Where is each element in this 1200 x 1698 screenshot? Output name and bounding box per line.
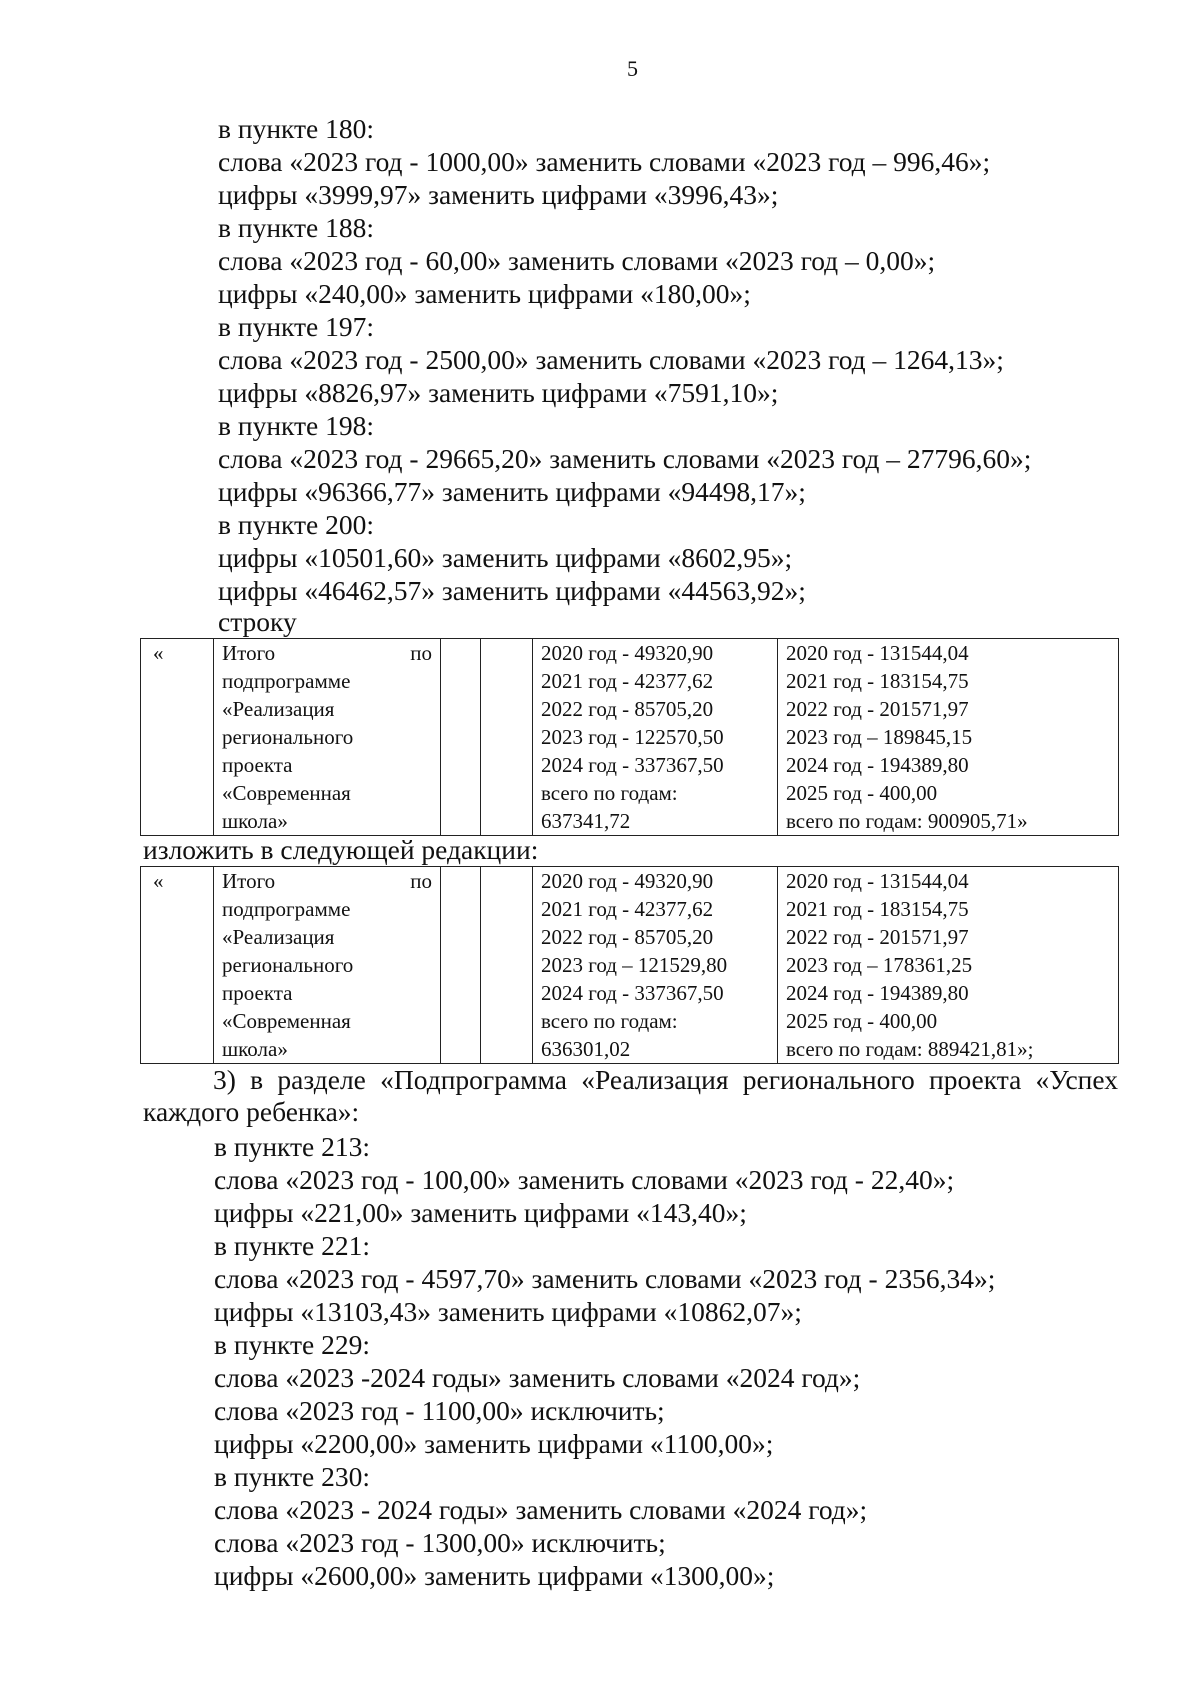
text-line: в пункте 188:	[218, 212, 375, 243]
text-line: слова «2023 - 2024 годы» заменить словами «2024 год»;	[214, 1494, 868, 1525]
text-line: цифры «2200,00» заменить цифрами «1100,00»;	[214, 1428, 774, 1459]
table-row	[141, 867, 1119, 1064]
text-line: в пункте 229:	[214, 1329, 371, 1360]
transition-line: изложить в следующей редакции:	[143, 834, 539, 865]
text-line: в пункте 198:	[218, 410, 375, 441]
empty-cell	[481, 639, 533, 836]
text-line: в пункте 221:	[214, 1230, 371, 1261]
text-line: в пункте 213:	[214, 1131, 371, 1162]
text-line: в пункте 197:	[218, 311, 375, 342]
text-line: цифры «96366,77» заменить цифрами «94498,17»;	[218, 476, 806, 507]
text-line: цифры «221,00» заменить цифрами «143,40»;	[214, 1197, 747, 1228]
text-line: цифры «13103,43» заменить цифрами «10862,07»;	[214, 1296, 802, 1327]
funding-cell-b: 2020 год - 131544,04 2021 год - 183154,75 2022 год - 201571,97 2023 год – 189845,15 2024 год - 194389,80 2025 год - 400,00 всего по годам: 900905,71»	[778, 639, 1119, 836]
text-line: слова «2023 год - 1100,00» исключить;	[214, 1395, 665, 1426]
paragraph-line: каждого ребенка»:	[143, 1096, 360, 1127]
paragraph-line: 3) в разделе «Подпрограмма «Реализация регионального проекта «Успех	[213, 1064, 1118, 1095]
text-line: цифры «240,00» заменить цифрами «180,00»;	[218, 278, 751, 309]
text-line: слова «2023 год - 2500,00» заменить словами «2023 год – 1264,13»;	[218, 344, 1004, 375]
funding-cell-b: 2020 год - 131544,04 2021 год - 183154,75 2022 год - 201571,97 2023 год – 178361,25 2024 год - 194389,80 2025 год - 400,00 всего по годам: 889421,81»;	[778, 867, 1119, 1064]
old-table-row	[140, 638, 1119, 836]
table-row	[141, 639, 1119, 836]
name-cell: Итого по подпрограмме «Реализация регионального проекта «Современная школа»	[214, 867, 441, 1064]
text-line: слова «2023 год - 60,00» заменить словами «2023 год – 0,00»;	[218, 245, 936, 276]
text-line: цифры «46462,57» заменить цифрами «44563,92»;	[218, 575, 806, 606]
text-line: строку	[218, 606, 297, 637]
funding-cell-a: 2020 год - 49320,90 2021 год - 42377,62 2022 год - 85705,20 2023 год - 122570,50 2024 год - 337367,50 всего по годам: 637341,72	[533, 639, 778, 836]
text-line: цифры «8826,97» заменить цифрами «7591,10»;	[218, 377, 779, 408]
quote-cell: «	[141, 639, 214, 836]
section-paragraph	[143, 1064, 1118, 1128]
text-line: в пункте 230:	[214, 1461, 371, 1492]
funding-cell-a: 2020 год - 49320,90 2021 год - 42377,62 2022 год - 85705,20 2023 год – 121529,80 2024 год - 337367,50 всего по годам: 636301,02	[533, 867, 778, 1064]
text-line: в пункте 200:	[218, 509, 375, 540]
text-line: цифры «3999,97» заменить цифрами «3996,43»;	[218, 179, 779, 210]
text-line: слова «2023 год - 1300,00» исключить;	[214, 1527, 666, 1558]
text-line: цифры «10501,60» заменить цифрами «8602,95»;	[218, 542, 793, 573]
text-line: слова «2023 год - 4597,70» заменить словами «2023 год - 2356,34»;	[214, 1263, 996, 1294]
text-line: в пункте 180:	[218, 113, 375, 144]
empty-cell	[441, 867, 481, 1064]
text-line: слова «2023 год - 1000,00» заменить словами «2023 год – 996,46»;	[218, 146, 991, 177]
page-number: 5	[627, 56, 638, 81]
text-line: слова «2023 год - 29665,20» заменить словами «2023 год – 27796,60»;	[218, 443, 1032, 474]
text-line: слова «2023 год - 100,00» заменить словами «2023 год - 22,40»;	[214, 1164, 955, 1195]
text-line: слова «2023 -2024 годы» заменить словами «2024 год»;	[214, 1362, 861, 1393]
text-line: цифры «2600,00» заменить цифрами «1300,00»;	[214, 1560, 775, 1591]
empty-cell	[481, 867, 533, 1064]
new-table-row	[140, 866, 1119, 1064]
quote-cell: «	[141, 867, 214, 1064]
name-cell: Итого по подпрограмме «Реализация регионального проекта «Современная школа»	[214, 639, 441, 836]
empty-cell	[441, 639, 481, 836]
